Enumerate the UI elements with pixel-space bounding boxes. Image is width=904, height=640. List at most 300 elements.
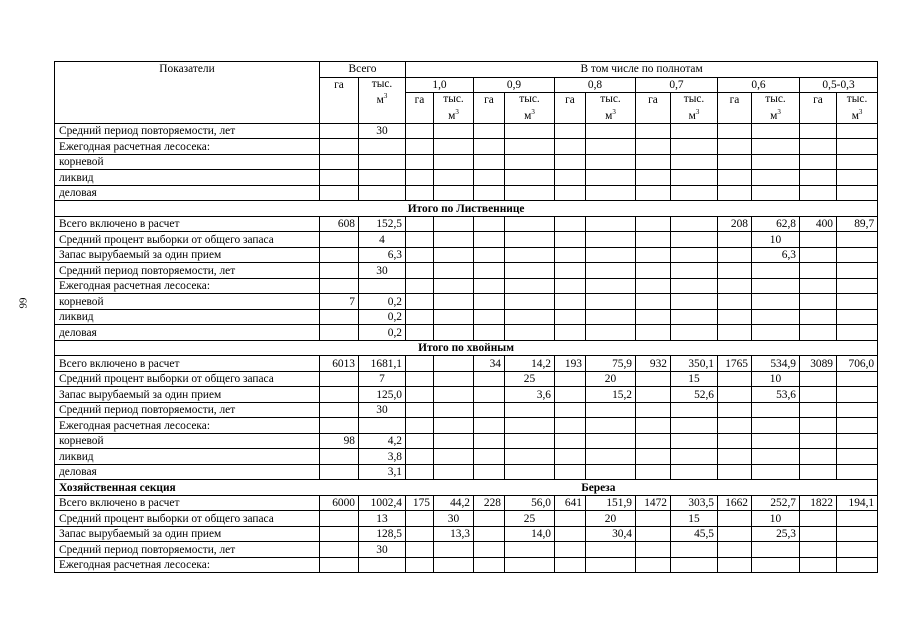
- table-cell: [752, 464, 800, 480]
- forest-cutting-table: [54, 61, 878, 573]
- table-cell: [671, 433, 718, 449]
- row-label: корневой: [55, 433, 320, 449]
- table-cell: [555, 542, 586, 558]
- table-cell: [671, 542, 718, 558]
- table-row: [55, 201, 878, 217]
- table-cell: 75,9: [586, 356, 636, 372]
- table-cell: [837, 263, 878, 279]
- table-cell: [474, 263, 505, 279]
- table-cell: [671, 216, 718, 232]
- table-cell: [406, 526, 434, 542]
- table-cell: [474, 433, 505, 449]
- table-cell: 706,0: [837, 356, 878, 372]
- table-row: [55, 154, 878, 170]
- table-cell: [474, 526, 505, 542]
- table-cell: [586, 309, 636, 325]
- table-cell: 15: [671, 511, 718, 527]
- table-cell: 608: [320, 216, 359, 232]
- table-cell: [320, 139, 359, 155]
- table-cell: [837, 139, 878, 155]
- table-cell: [718, 511, 752, 527]
- table-cell: [474, 418, 505, 434]
- table-cell: [474, 185, 505, 201]
- table-cell: [434, 402, 474, 418]
- table-cell: [718, 232, 752, 248]
- table-cell: [406, 542, 434, 558]
- density-header: 0,5-0,3: [800, 77, 878, 93]
- table-cell: 534,9: [752, 356, 800, 372]
- table-cell: [406, 139, 434, 155]
- table-cell: 10: [752, 511, 800, 527]
- table-cell: [671, 449, 718, 465]
- density-header: 0,8: [555, 77, 636, 93]
- table-cell: 7: [359, 371, 406, 387]
- table-cell: [555, 371, 586, 387]
- table-cell: [434, 418, 474, 434]
- table-cell: [359, 139, 406, 155]
- row-label: Средний период повторяемости, лет: [55, 402, 320, 418]
- table-cell: 151,9: [586, 495, 636, 511]
- table-cell: [555, 449, 586, 465]
- table-cell: [434, 123, 474, 139]
- table-cell: 30: [434, 511, 474, 527]
- table-cell: [434, 170, 474, 186]
- table-cell: [320, 557, 359, 573]
- table-cell: 0,2: [359, 325, 406, 341]
- density-ha-header: га: [718, 93, 752, 124]
- table-cell: 128,5: [359, 526, 406, 542]
- table-cell: 641: [555, 495, 586, 511]
- table-cell: [636, 418, 671, 434]
- table-row: [55, 542, 878, 558]
- row-label: деловая: [55, 325, 320, 341]
- table-cell: [406, 216, 434, 232]
- row-label: Средний период повторяемости, лет: [55, 263, 320, 279]
- table-cell: 30: [359, 263, 406, 279]
- table-cell: 6,3: [359, 247, 406, 263]
- table-cell: [505, 278, 555, 294]
- table-cell: [586, 170, 636, 186]
- table-cell: [434, 542, 474, 558]
- density-thous-m3-header: тыс. $м^3$: [434, 93, 474, 124]
- table-cell: 20: [586, 511, 636, 527]
- table-cell: [718, 542, 752, 558]
- table-cell: [434, 309, 474, 325]
- table-cell: [320, 542, 359, 558]
- table-cell: [406, 185, 434, 201]
- table-cell: [555, 557, 586, 573]
- table-cell: [718, 170, 752, 186]
- table-cell: 30,4: [586, 526, 636, 542]
- table-cell: [671, 232, 718, 248]
- table-cell: [434, 263, 474, 279]
- table-cell: [505, 185, 555, 201]
- table-cell: [837, 557, 878, 573]
- table-row: [55, 418, 878, 434]
- table-cell: 25,3: [752, 526, 800, 542]
- table-cell: [505, 418, 555, 434]
- table-cell: [636, 247, 671, 263]
- table-cell: 7: [320, 294, 359, 310]
- row-label: Средний процент выборки от общего запаса: [55, 232, 320, 248]
- table-cell: [636, 387, 671, 403]
- table-cell: [671, 185, 718, 201]
- table-cell: [434, 449, 474, 465]
- table-cell: [586, 325, 636, 341]
- table-cell: 4,2: [359, 433, 406, 449]
- table-cell: [406, 371, 434, 387]
- table-cell: [800, 542, 837, 558]
- table-cell: [752, 433, 800, 449]
- table-cell: [434, 371, 474, 387]
- table-cell: 45,5: [671, 526, 718, 542]
- table-cell: [320, 449, 359, 465]
- table-cell: [800, 263, 837, 279]
- table-cell: [406, 278, 434, 294]
- table-cell: [359, 170, 406, 186]
- table-cell: [555, 263, 586, 279]
- table-cell: [800, 526, 837, 542]
- table-cell: [671, 557, 718, 573]
- table-cell: [434, 216, 474, 232]
- table-cell: 228: [474, 495, 505, 511]
- table-cell: [320, 325, 359, 341]
- table-cell: [752, 402, 800, 418]
- table-cell: 1765: [718, 356, 752, 372]
- table-row: [55, 170, 878, 186]
- table-row: [55, 387, 878, 403]
- table-cell: [434, 232, 474, 248]
- table-cell: [837, 542, 878, 558]
- table-cell: [406, 433, 434, 449]
- table-cell: [505, 402, 555, 418]
- table-cell: [555, 278, 586, 294]
- table-cell: [837, 449, 878, 465]
- table-cell: 350,1: [671, 356, 718, 372]
- table-cell: [718, 557, 752, 573]
- table-cell: [800, 387, 837, 403]
- table-cell: [434, 325, 474, 341]
- table-cell: [586, 278, 636, 294]
- table-cell: 13,3: [434, 526, 474, 542]
- table-cell: [320, 278, 359, 294]
- density-header: 0,9: [474, 77, 555, 93]
- table-cell: [474, 511, 505, 527]
- table-cell: 3,6: [505, 387, 555, 403]
- table-cell: [505, 294, 555, 310]
- row-label: Ежегодная расчетная лесосека:: [55, 418, 320, 434]
- table-cell: [586, 557, 636, 573]
- table-cell: [434, 356, 474, 372]
- table-cell: [505, 557, 555, 573]
- table-cell: [636, 433, 671, 449]
- table-cell: [320, 185, 359, 201]
- table-cell: [586, 154, 636, 170]
- table-cell: [320, 387, 359, 403]
- table-cell: [636, 309, 671, 325]
- table-cell: [555, 139, 586, 155]
- table-cell: [406, 449, 434, 465]
- density-ha-header: га: [555, 93, 586, 124]
- table-cell: [671, 263, 718, 279]
- table-cell: [555, 309, 586, 325]
- table-cell: [406, 325, 434, 341]
- table-row: [55, 433, 878, 449]
- table-cell: [406, 170, 434, 186]
- table-cell: [474, 402, 505, 418]
- table-cell: [718, 464, 752, 480]
- table-cell: [800, 402, 837, 418]
- table-cell: [800, 325, 837, 341]
- table-cell: [752, 278, 800, 294]
- table-cell: [752, 418, 800, 434]
- table-cell: [555, 387, 586, 403]
- table-cell: [718, 309, 752, 325]
- table-cell: [555, 464, 586, 480]
- table-cell: [837, 154, 878, 170]
- table-cell: 303,5: [671, 495, 718, 511]
- table-cell: 25: [505, 371, 555, 387]
- table-cell: [800, 185, 837, 201]
- table-cell: [474, 247, 505, 263]
- table-cell: [636, 185, 671, 201]
- table-cell: [800, 139, 837, 155]
- table-cell: [320, 309, 359, 325]
- table-cell: [837, 294, 878, 310]
- table-header: [55, 62, 878, 124]
- table-cell: 4: [359, 232, 406, 248]
- table-cell: [505, 309, 555, 325]
- table-cell: [837, 464, 878, 480]
- table-cell: 125,0: [359, 387, 406, 403]
- table-cell: [837, 433, 878, 449]
- table-cell: [434, 154, 474, 170]
- table-cell: [752, 263, 800, 279]
- table-cell: [586, 449, 636, 465]
- table-cell: [837, 309, 878, 325]
- table-cell: 62,8: [752, 216, 800, 232]
- table-cell: [359, 278, 406, 294]
- table-cell: [586, 542, 636, 558]
- table-cell: [718, 278, 752, 294]
- table-cell: [837, 278, 878, 294]
- table-cell: [555, 325, 586, 341]
- density-ha-header: га: [636, 93, 671, 124]
- table-cell: [474, 232, 505, 248]
- table-cell: [837, 418, 878, 434]
- table-cell: 13: [359, 511, 406, 527]
- table-cell: [505, 247, 555, 263]
- table-cell: 1822: [800, 495, 837, 511]
- table-cell: [671, 402, 718, 418]
- table-cell: 1681,1: [359, 356, 406, 372]
- row-label: Всего включено в расчет: [55, 495, 320, 511]
- table-cell: [636, 294, 671, 310]
- table-cell: [752, 449, 800, 465]
- table-cell: [555, 185, 586, 201]
- table-cell: [474, 542, 505, 558]
- table-cell: [636, 170, 671, 186]
- row-label: корневой: [55, 294, 320, 310]
- table-cell: [800, 449, 837, 465]
- table-cell: [474, 557, 505, 573]
- table-cell: [752, 123, 800, 139]
- table-cell: [718, 123, 752, 139]
- table-cell: 1472: [636, 495, 671, 511]
- table-cell: [718, 294, 752, 310]
- table-cell: [636, 542, 671, 558]
- table-row: [55, 294, 878, 310]
- row-label: ликвид: [55, 309, 320, 325]
- table-cell: [837, 170, 878, 186]
- table-cell: [320, 402, 359, 418]
- table-cell: [671, 309, 718, 325]
- table-cell: [636, 139, 671, 155]
- table-cell: 1002,4: [359, 495, 406, 511]
- table-cell: [555, 154, 586, 170]
- table-cell: [586, 433, 636, 449]
- table-row: [55, 216, 878, 232]
- table-cell: [752, 294, 800, 310]
- table-row: [55, 464, 878, 480]
- table-cell: [555, 526, 586, 542]
- table-cell: [671, 247, 718, 263]
- table-body: [55, 123, 878, 573]
- table-cell: [555, 232, 586, 248]
- table-cell: [586, 247, 636, 263]
- row-label: ликвид: [55, 449, 320, 465]
- table-cell: [320, 526, 359, 542]
- table-cell: 25: [505, 511, 555, 527]
- table-cell: [636, 371, 671, 387]
- table-cell: [474, 325, 505, 341]
- table-cell: 1662: [718, 495, 752, 511]
- table-cell: [671, 325, 718, 341]
- density-header: 0,6: [718, 77, 800, 93]
- table-cell: [837, 185, 878, 201]
- table-cell: [505, 263, 555, 279]
- table-cell: [718, 449, 752, 465]
- table-cell: [718, 185, 752, 201]
- table-cell: [636, 526, 671, 542]
- table-cell: 53,6: [752, 387, 800, 403]
- indicators-header: Показатели: [55, 62, 320, 124]
- table-cell: [800, 232, 837, 248]
- table-cell: 3,1: [359, 464, 406, 480]
- table-cell: [837, 526, 878, 542]
- table-row: [55, 278, 878, 294]
- table-cell: [406, 154, 434, 170]
- table-cell: [474, 278, 505, 294]
- row-label: Средний процент выборки от общего запаса: [55, 511, 320, 527]
- table-cell: 0,2: [359, 309, 406, 325]
- table-row: [55, 185, 878, 201]
- table-row: [55, 480, 878, 496]
- table-cell: [474, 387, 505, 403]
- table-cell: [800, 557, 837, 573]
- table-cell: 30: [359, 123, 406, 139]
- table-cell: [752, 185, 800, 201]
- row-label: Всего включено в расчет: [55, 356, 320, 372]
- table-cell: 152,5: [359, 216, 406, 232]
- table-cell: [671, 464, 718, 480]
- table-cell: 89,7: [837, 216, 878, 232]
- table-cell: [837, 371, 878, 387]
- table-cell: [474, 464, 505, 480]
- row-label: Ежегодная расчетная лесосека:: [55, 557, 320, 573]
- table-cell: [636, 278, 671, 294]
- section-label: Хозяйственная секция: [55, 480, 320, 496]
- table-cell: [636, 557, 671, 573]
- table-cell: [718, 263, 752, 279]
- table-cell: [320, 247, 359, 263]
- table-cell: [718, 154, 752, 170]
- table-cell: [837, 247, 878, 263]
- table-cell: [800, 154, 837, 170]
- table-cell: [837, 325, 878, 341]
- table-cell: [434, 387, 474, 403]
- table-cell: [555, 418, 586, 434]
- row-label: деловая: [55, 185, 320, 201]
- row-label: Ежегодная расчетная лесосека:: [55, 278, 320, 294]
- table-cell: 252,7: [752, 495, 800, 511]
- table-row: [55, 526, 878, 542]
- table-cell: [359, 557, 406, 573]
- table-cell: [636, 449, 671, 465]
- table-cell: 15,2: [586, 387, 636, 403]
- table-cell: [718, 139, 752, 155]
- table-cell: [406, 232, 434, 248]
- table-cell: 6000: [320, 495, 359, 511]
- table-cell: [671, 170, 718, 186]
- table-cell: [671, 154, 718, 170]
- table-cell: [474, 309, 505, 325]
- table-cell: 15: [671, 371, 718, 387]
- table-cell: [505, 542, 555, 558]
- table-cell: 14,2: [505, 356, 555, 372]
- table-cell: [586, 402, 636, 418]
- table-cell: [320, 154, 359, 170]
- table-cell: [586, 263, 636, 279]
- table-cell: [671, 294, 718, 310]
- table-cell: [800, 464, 837, 480]
- table-cell: [800, 418, 837, 434]
- table-cell: 932: [636, 356, 671, 372]
- table-cell: [800, 170, 837, 186]
- table-cell: [359, 154, 406, 170]
- table-cell: [320, 511, 359, 527]
- table-cell: 0,2: [359, 294, 406, 310]
- density-thous-m3-header: тыс. $м^3$: [752, 93, 800, 124]
- table-cell: [474, 170, 505, 186]
- row-label: Запас вырубаемый за один прием: [55, 387, 320, 403]
- table-cell: [555, 216, 586, 232]
- table-cell: [752, 542, 800, 558]
- table-cell: [474, 216, 505, 232]
- table-cell: [434, 433, 474, 449]
- section-title: Итого по Лиственнице: [55, 201, 878, 217]
- table-cell: [718, 371, 752, 387]
- table-cell: [505, 216, 555, 232]
- table-cell: [555, 402, 586, 418]
- density-thous-m3-header: тыс. $м^3$: [505, 93, 555, 124]
- density-ha-header: га: [474, 93, 505, 124]
- table-cell: [752, 139, 800, 155]
- table-row: [55, 402, 878, 418]
- table-cell: [474, 294, 505, 310]
- row-label: ликвид: [55, 170, 320, 186]
- table-cell: [406, 309, 434, 325]
